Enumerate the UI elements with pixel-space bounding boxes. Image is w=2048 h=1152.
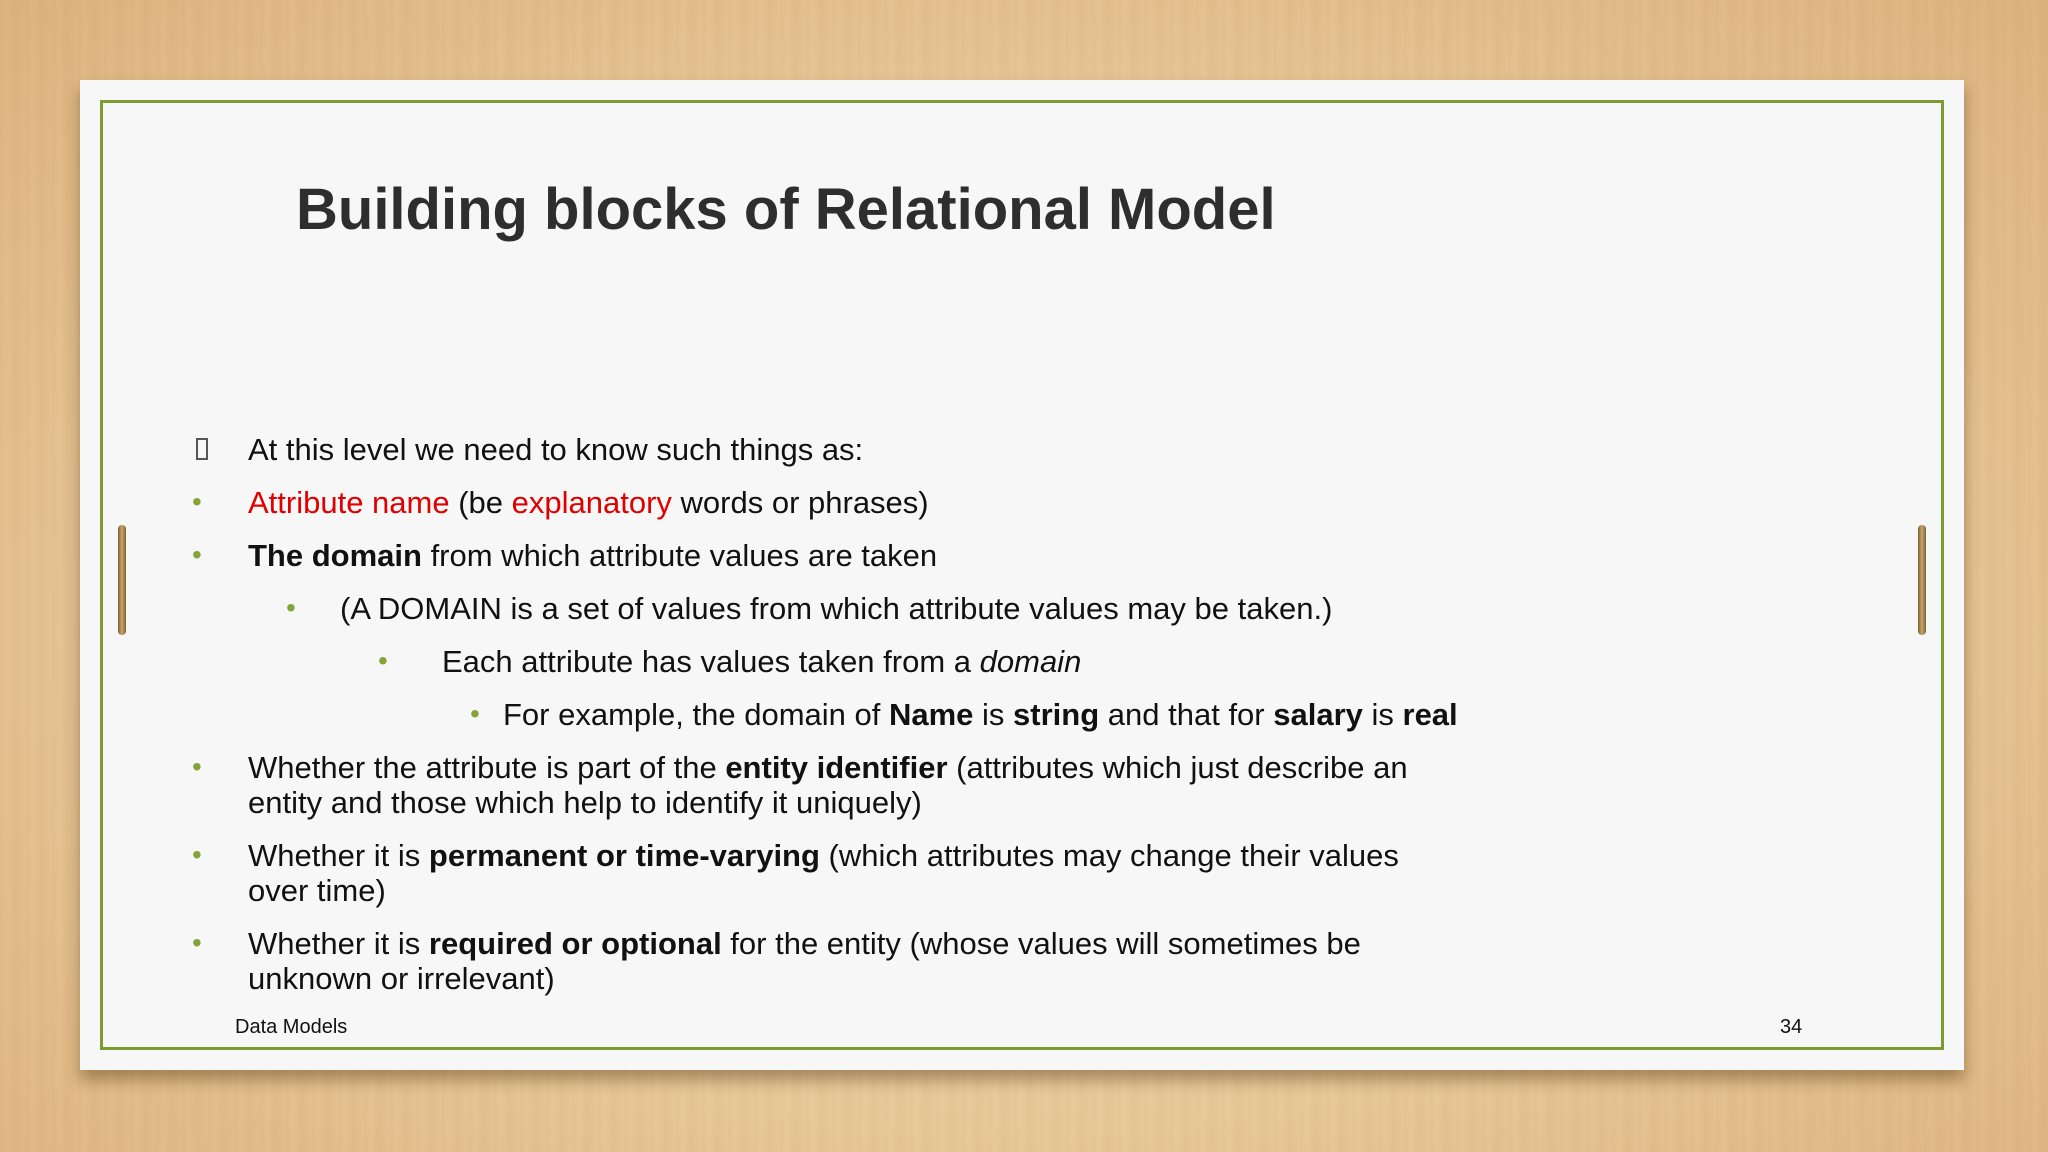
list-item-domain-definition <box>340 591 1332 626</box>
highlight-text: Attribute name <box>248 485 450 520</box>
list-item-intro <box>248 432 863 467</box>
footer-label: Data Models <box>235 1016 348 1038</box>
bold-text: The domain <box>248 538 422 573</box>
list-item-example <box>503 697 1458 732</box>
list-item-text: Whether the attribute is part of the <box>248 750 726 785</box>
bullet-icon: • <box>192 751 202 782</box>
bold-text: string <box>1013 697 1100 732</box>
list-item-attribute-name <box>248 485 929 520</box>
list-item-text: over time) <box>248 873 386 908</box>
list-item-required <box>248 926 1361 996</box>
bullet-icon: • <box>192 927 202 958</box>
list-item-domain <box>248 538 937 573</box>
bold-text: required or optional <box>428 926 722 961</box>
bullet-icon: • <box>378 645 388 676</box>
list-item-text: Each attribute has values taken from a <box>442 644 980 679</box>
bullet-icon: • <box>470 698 480 729</box>
list-item-text: from which attribute values are taken <box>421 538 938 573</box>
bullet-icon: • <box>192 839 202 870</box>
italic-text: domain <box>979 644 1082 679</box>
bullet-icon: • <box>286 592 296 623</box>
slide <box>80 80 1964 1070</box>
list-item-text: for the entity (whose values will sometimes be <box>721 926 1361 961</box>
bold-text: real <box>1402 697 1458 732</box>
list-item-text: is <box>973 697 1014 732</box>
bold-text: Name <box>888 697 974 732</box>
left-binder-handle <box>118 525 126 635</box>
list-item-text: and that for <box>1099 697 1274 732</box>
list-item-entity-identifier <box>248 750 1408 820</box>
box-bullet-icon <box>196 438 208 460</box>
bold-text: entity identifier <box>725 750 948 785</box>
list-item-text: (which attributes may change their values <box>819 838 1399 873</box>
list-item-text: unknown or irrelevant) <box>248 961 555 996</box>
list-item-text: (A DOMAIN is a set of values from which attribute values may be taken.) <box>340 591 1333 626</box>
list-item-text: Whether it is <box>248 926 429 961</box>
bullet-icon: • <box>192 539 202 570</box>
page-number: 34 <box>1780 1016 1803 1038</box>
bold-text: salary <box>1273 697 1363 732</box>
right-binder-handle <box>1918 525 1926 635</box>
list-item-attribute-domain <box>442 644 1081 679</box>
highlight-text: explanatory <box>511 485 672 520</box>
list-item-permanent <box>248 838 1399 908</box>
list-item-text: Whether it is <box>248 838 429 873</box>
list-item-text: entity and those which help to identify it uniquely) <box>248 785 922 820</box>
list-item-text: At this level we need to know such things as: <box>248 432 864 467</box>
list-item-text: is <box>1362 697 1403 732</box>
list-item-text: (attributes which just describe an <box>947 750 1408 785</box>
list-item-text: For example, the domain of <box>503 697 889 732</box>
list-item-text: words or phrases) <box>671 485 929 520</box>
slide-title: Building blocks of Relational Model <box>296 177 1276 242</box>
bold-text: permanent or time-varying <box>428 838 820 873</box>
list-item-text: (be <box>449 485 512 520</box>
bullet-icon: • <box>192 486 202 517</box>
